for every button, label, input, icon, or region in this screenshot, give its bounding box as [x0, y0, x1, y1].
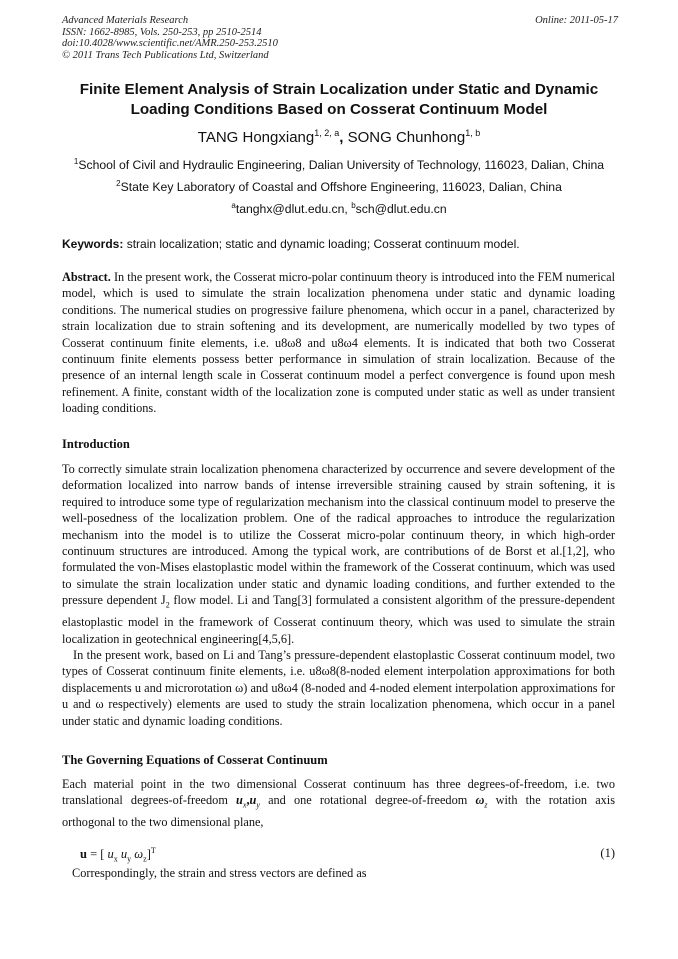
eq1-omega-sub: z	[143, 854, 147, 864]
eq1-ux-sub: x	[113, 854, 118, 864]
email-a-mark: a	[231, 201, 236, 210]
symbol-uy-base: u	[249, 793, 257, 808]
doi-line: doi:10.4028/www.scientific.net/AMR.250-253.2510	[62, 38, 278, 49]
gov-text-b: and one rotational degree-of-freedom	[259, 793, 476, 808]
gov-text-a: Each material point in the two dimensional Cosserat continuum has three degrees-of-freedom, i.e. two translational degrees-of-freedom	[62, 777, 615, 808]
introduction-section	[62, 461, 615, 729]
affiliation-2	[40, 179, 638, 194]
eq1-close: ]	[146, 847, 151, 862]
author-1-affiliation-mark: 1, 2, a	[314, 128, 340, 138]
author-emails	[40, 201, 638, 216]
symbol-ux-sub: x	[242, 800, 247, 810]
symbol-omega-base: ω	[475, 793, 485, 808]
keywords-line	[62, 237, 618, 251]
eq1-equals: = [	[86, 847, 105, 862]
eq1-omega: ω	[134, 847, 144, 862]
symbol-uy-sub: y	[256, 800, 260, 810]
journal-header	[62, 15, 618, 61]
keywords-text: strain localization; static and dynamic loading; Cosserat continuum model.	[126, 237, 520, 251]
introduction-paragraph-2: In the present work, based on Li and Tang’s pressure-dependent elastoplastic Cosserat continuum model, two types of Cosserat continuum finite elements, i.e. u8ω8(8-noded element interpolation approximations for both displacements u and microrotation ω) and u8ω4 (8-noded and 4-noded element interpolation approximations for u and ω respectively) elements are used to study the strain localization phenomena, which occur in a panel under static and dynamic loading conditions.	[62, 647, 615, 728]
author-1: TANG Hongxiang	[197, 129, 315, 146]
symbol-ux	[236, 793, 247, 810]
intro-p1-text-a: To correctly simulate strain localization phenomena characterized by occurrence and severe development of the deformation localized into narrow bands of intense irreversible straining caused by strain softening, it is required to introduce some type of regularization mechanism into the classical continuum model to preserve the well-posedness of the localization problem. One of the radical approaches to introduce the regularization mechanism into the model is to utilize the Cosserat micro-polar continuum theory, in which high-order continuum structures are introduced. Among the typical work, are contributions of de Borst et al.[1,2], who formulated the von-Mises elastoplastic model within the framework of the Cosserat continuum, which was used to simulate the strain localization under static and dynamic loading conditions, and further extended to the pressure dependent J	[62, 462, 615, 608]
email-a[interactable]: tanghx@dlut.edu.cn,	[235, 202, 348, 217]
affiliation-2-text: State Key Laboratory of Coastal and Offshore Engineering, 116023, Dalian, China	[120, 180, 562, 195]
symbol-ux-base: u	[236, 793, 243, 808]
copyright-line: © 2011 Trans Tech Publications Ltd, Switzerland	[62, 49, 269, 61]
author-list	[40, 128, 638, 146]
abstract-label: Abstract.	[62, 270, 111, 284]
title-line-2: Loading Conditions Based on Cosserat Continuum Model	[130, 101, 548, 118]
correspondingly-line: Correspondingly, the strain and stress vectors are defined as	[72, 866, 367, 880]
affiliation-1	[40, 157, 638, 172]
introduction-paragraph-1	[62, 461, 615, 647]
affiliation-1-mark: 1	[73, 157, 79, 166]
symbol-omega-sub: z	[484, 800, 488, 810]
journal-name: Advanced Materials Research	[62, 15, 189, 26]
gov-text-c: with the rotation axis orthogonal to the two dimensional plane,	[62, 793, 616, 830]
introduction-heading: Introduction	[62, 437, 130, 451]
intro-p1-text-b: flow model. Li and Tang[3] formulated a consistent algorithm of the pressure-dependent elastoplastic model in the framework of Cosserat continuum theory, which was used to simulate the strain localization in geotechnical engineering[4,5,6].	[62, 593, 615, 646]
eq1-uy: u	[120, 847, 128, 862]
eq1-lhs: u	[80, 847, 87, 862]
eq1-transpose: T	[150, 846, 156, 855]
symbol-comma: ,	[246, 793, 250, 808]
symbol-omega	[475, 793, 488, 810]
author-2-affiliation-mark: 1, b	[465, 128, 481, 138]
abstract-paragraph	[62, 269, 615, 417]
governing-equations-heading: The Governing Equations of Cosserat Continuum	[62, 753, 328, 767]
equation-1	[80, 846, 615, 864]
author-separator: ,	[339, 129, 344, 146]
keywords-label: Keywords:	[62, 237, 124, 251]
eq1-uy-sub: y	[127, 854, 132, 864]
abstract-text: In the present work, the Cosserat micro-polar continuum theory is introduced into the FEM numerical model, which is used to simulate the strain localization phenomena under static and dynamic loading conditions. The numerical studies on progressive failure phenomena, which occur in a panel, characterized by strain localization due to strain softening and its development, are numerically modelled by two types of Cosserat continuum finite elements, i.e. u8ω8 and u8ω4 elements. It is indicated that both two Cosserat continuum finite elements possess better performance in simulation of strain localization. Because of the presence of an internal length scale in Cosserat continuum model a perfect convergence is found upon mesh refinement. A finite, constant width of the localization zone is computed under static as well as under transient loading conditions.	[62, 270, 616, 416]
email-b[interactable]: sch@dlut.edu.cn	[355, 202, 447, 217]
affiliation-2-mark: 2	[116, 179, 121, 188]
title-line-1: Finite Element Analysis of Strain Localization under Static and Dynamic	[79, 81, 599, 98]
governing-paragraph	[62, 776, 615, 831]
symbol-uy	[249, 793, 260, 810]
intro-p1-subscript: 2	[165, 600, 170, 610]
issn-line: ISSN: 1662-8985, Vols. 250-253, pp 2510-2514	[62, 26, 262, 38]
equation-1-number: (1)	[600, 846, 615, 860]
author-2: SONG Chunhong	[347, 129, 466, 146]
online-date: Online: 2011-05-17	[535, 15, 618, 26]
eq1-ux: u	[107, 847, 114, 862]
paper-title	[40, 80, 638, 120]
affiliation-1-text: School of Civil and Hydraulic Engineering, Dalian University of Technology, 116023, Dalian, China	[78, 158, 605, 173]
email-b-mark: b	[351, 201, 356, 210]
